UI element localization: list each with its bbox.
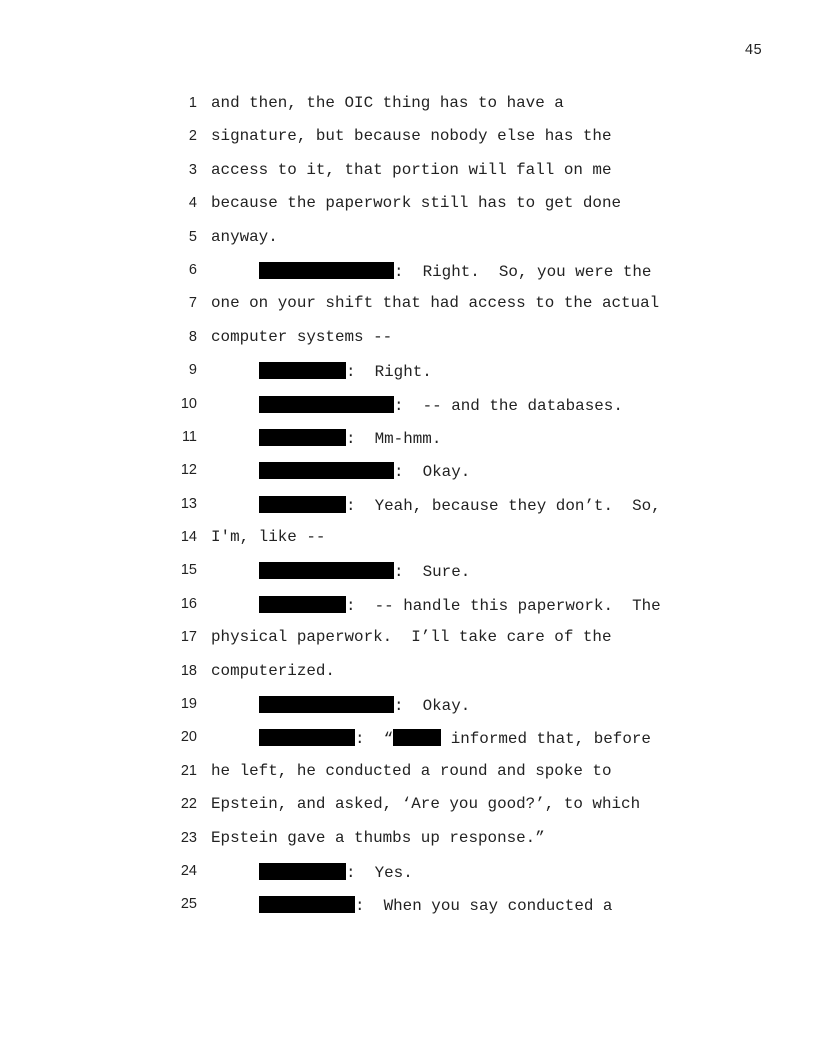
line-text: : Right.	[346, 363, 432, 382]
line-number: 2	[188, 128, 197, 145]
speaker-line	[259, 896, 612, 914]
transcript-line	[0, 189, 816, 222]
redaction-box	[259, 262, 394, 279]
transcript-line	[0, 857, 816, 890]
redaction-box	[259, 562, 394, 579]
line-text: he left, he conducted a round and spoke to	[211, 761, 612, 780]
redaction-box	[259, 863, 346, 880]
transcript-line	[0, 289, 816, 322]
redaction-box	[259, 596, 346, 613]
speaker-line	[259, 596, 661, 614]
transcript-line	[0, 89, 816, 122]
line-text: computer systems --	[211, 327, 393, 346]
transcript-line	[0, 490, 816, 523]
line-text: informed that, before	[441, 730, 651, 749]
speaker-line	[259, 729, 651, 747]
transcript-line	[0, 423, 816, 456]
redaction-box	[259, 696, 394, 713]
line-number: 1	[188, 95, 197, 111]
line-text: : Right. So, you were the	[394, 262, 652, 281]
line-text: because the paperwork still has to get done	[211, 194, 622, 213]
line-text: : -- and the databases.	[394, 396, 623, 415]
line-text: : Okay.	[394, 463, 471, 482]
line-number: 9	[188, 362, 197, 379]
line-number: 5	[188, 228, 197, 245]
transcript-line	[0, 623, 816, 656]
line-number: 10	[180, 395, 197, 412]
redaction-box	[393, 729, 441, 746]
speaker-line	[259, 863, 413, 881]
page-number: 45	[744, 43, 762, 59]
line-number: 11	[181, 428, 197, 445]
transcript-body	[0, 89, 816, 924]
transcript-line	[0, 723, 816, 756]
speaker-line	[259, 396, 623, 414]
line-text: : Mm-hmm.	[346, 429, 442, 448]
line-text: : Yes.	[346, 863, 413, 882]
line-number: 20	[180, 729, 197, 746]
line-number: 16	[180, 595, 197, 612]
redaction-box	[259, 729, 355, 746]
transcript-line	[0, 590, 816, 623]
redaction-box	[259, 896, 355, 913]
line-text: I'm, like --	[211, 528, 326, 547]
line-number: 12	[180, 462, 197, 479]
speaker-line	[259, 562, 470, 580]
line-text: : “	[355, 730, 394, 749]
line-number: 14	[180, 529, 197, 546]
line-text: access to it, that portion will fall on me	[211, 160, 612, 179]
line-number: 25	[180, 896, 197, 913]
line-number: 15	[180, 562, 197, 579]
speaker-line	[259, 496, 661, 514]
line-number: 17	[180, 629, 197, 646]
line-number: 4	[188, 195, 197, 212]
line-text: : Sure.	[394, 563, 471, 582]
line-text: : When you say conducted a	[355, 897, 613, 916]
line-text: signature, but because nobody else has the	[211, 127, 612, 146]
redaction-box	[259, 462, 394, 479]
transcript-line	[0, 556, 816, 589]
transcript-line	[0, 824, 816, 857]
line-number: 21	[180, 762, 197, 779]
transcript-line	[0, 223, 816, 256]
transcript-line	[0, 323, 816, 356]
line-number: 8	[188, 328, 197, 345]
line-number: 6	[188, 261, 197, 278]
line-number: 7	[188, 295, 197, 312]
line-number: 19	[180, 696, 197, 713]
redaction-box	[259, 396, 394, 413]
speaker-line	[259, 362, 432, 380]
transcript-line	[0, 523, 816, 556]
line-text: : Okay.	[394, 697, 471, 716]
line-text: : -- handle this paperwork. The	[346, 596, 661, 615]
transcript-line	[0, 156, 816, 189]
line-number: 18	[180, 662, 197, 679]
redaction-box	[259, 496, 346, 513]
speaker-line	[259, 262, 651, 280]
transcript-line	[0, 390, 816, 423]
line-number: 23	[180, 829, 197, 846]
line-text: Epstein gave a thumbs up response.”	[211, 828, 545, 847]
line-text: anyway.	[211, 227, 278, 246]
speaker-line	[259, 462, 470, 480]
line-text: computerized.	[211, 661, 335, 680]
transcript-line	[0, 790, 816, 823]
line-text: Epstein, and asked, ‘Are you good?’, to which	[211, 795, 641, 814]
transcript-line	[0, 456, 816, 489]
redaction-box	[259, 429, 346, 446]
speaker-line	[259, 696, 470, 714]
transcript-line	[0, 356, 816, 389]
line-number: 22	[180, 796, 197, 813]
line-text: : Yeah, because they don’t. So,	[346, 496, 661, 515]
line-text: and then, the OIC thing has to have a	[211, 94, 564, 112]
transcript-line	[0, 890, 816, 923]
transcript-line	[0, 256, 816, 289]
transcript-line	[0, 657, 816, 690]
line-number: 24	[180, 862, 197, 879]
redaction-box	[259, 362, 346, 379]
line-text: physical paperwork. I’ll take care of the	[211, 628, 612, 647]
line-text: one on your shift that had access to the actual	[211, 294, 660, 313]
transcript-line	[0, 690, 816, 723]
line-number: 3	[188, 161, 197, 178]
line-number: 13	[180, 495, 197, 512]
transcript-line	[0, 757, 816, 790]
speaker-line	[259, 429, 441, 447]
transcript-line	[0, 122, 816, 155]
